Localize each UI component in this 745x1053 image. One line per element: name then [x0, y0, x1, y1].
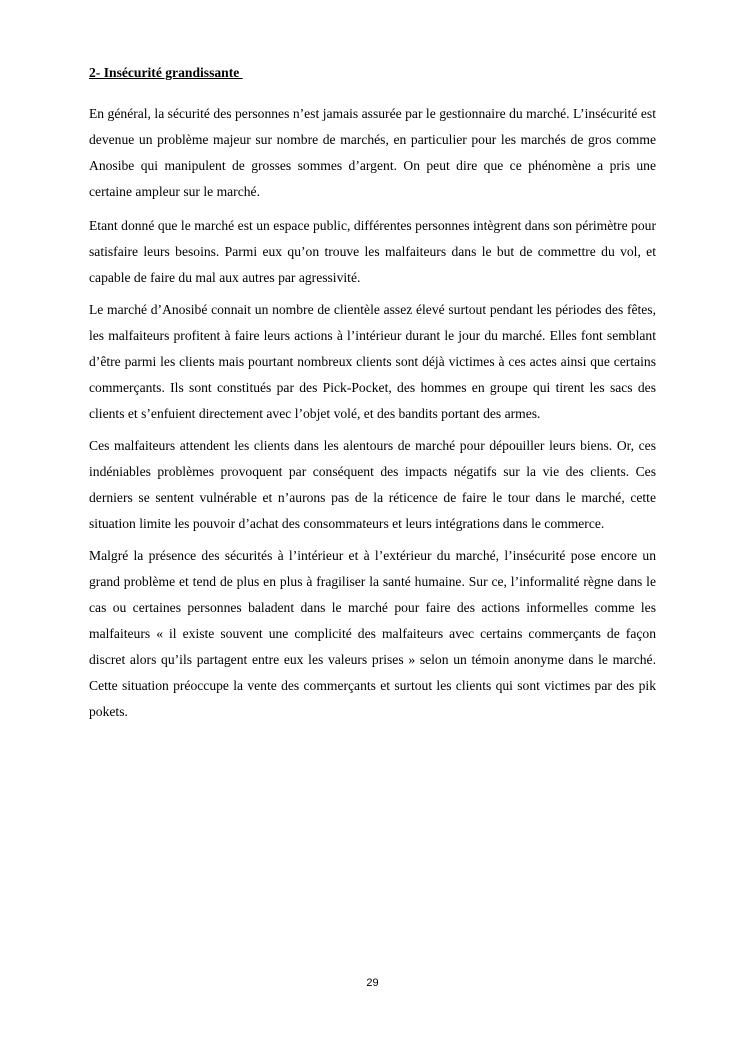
paragraph-2: Etant donné que le marché est un espace public, différentes personnes intègrent dans son périmètre pour satisfaire leurs besoins. Parmi eux qu’on trouve les malfaiteurs dans le but de commettre du vol, et capable de faire du mal aux autres par agressivité.: [89, 218, 656, 285]
page-number: 29: [366, 977, 379, 989]
paragraph-4: Ces malfaiteurs attendent les clients dans les alentours de marché pour dépouiller leurs biens. Or, ces indéniables problèmes provoquent par conséquent des impacts négatifs sur la vie des clients. Ces derniers se sentent vulnérable et n’aurons pas de la réticence de faire le tour dans le marché, cette situation limite les pouvoir d’achat des consommateurs et leurs intégrations dans le commerce.: [89, 438, 656, 531]
paragraph-3: Le marché d’Anosibé connait un nombre de clientèle assez élevé surtout pendant les périodes des fêtes, les malfaiteurs profitent à faire leurs actions à l’intérieur durant le jour du marché. Elles font semblant d’être parmi les clients mais pourtant nombreux clients sont déjà victimes à ces actes ainsi que certains commerçants. Ils sont constitués par des Pick-Pocket, des hommes en groupe qui tirent les sacs des clients et s’enfuient directement avec l’objet volé, et des bandits portant des armes.: [89, 302, 656, 421]
section-heading: 2- Insécurité grandissante: [89, 65, 243, 80]
paragraph-1: En général, la sécurité des personnes n’est jamais assurée par le gestionnaire du marché. L’insécurité est devenue un problème majeur sur nombre de marchés, en particulier pour les marchés de gros comme Anosibe qui manipulent de grosses sommes d’argent. On peut dire que ce phénomène a pris une certaine ampleur sur le marché.: [89, 106, 656, 199]
document-page: [89, 64, 656, 731]
paragraph-5: Malgré la présence des sécurités à l’intérieur et à l’extérieur du marché, l’insécurité pose encore un grand problème et tend de plus en plus à fragiliser la santé humaine. Sur ce, l’informalité règne dans le cas ou certaines personnes baladent dans le marché pour faire des actions informelles comme les malfaiteurs « il existe souvent une complicité des malfaiteurs avec certains commerçants de façon discret alors qu’ils partagent entre eux les valeurs prises » selon un témoin anonyme dans le marché. Cette situation préoccupe la vente des commerçants et surtout les clients qui sont victimes par des pik pokets.: [89, 548, 656, 719]
